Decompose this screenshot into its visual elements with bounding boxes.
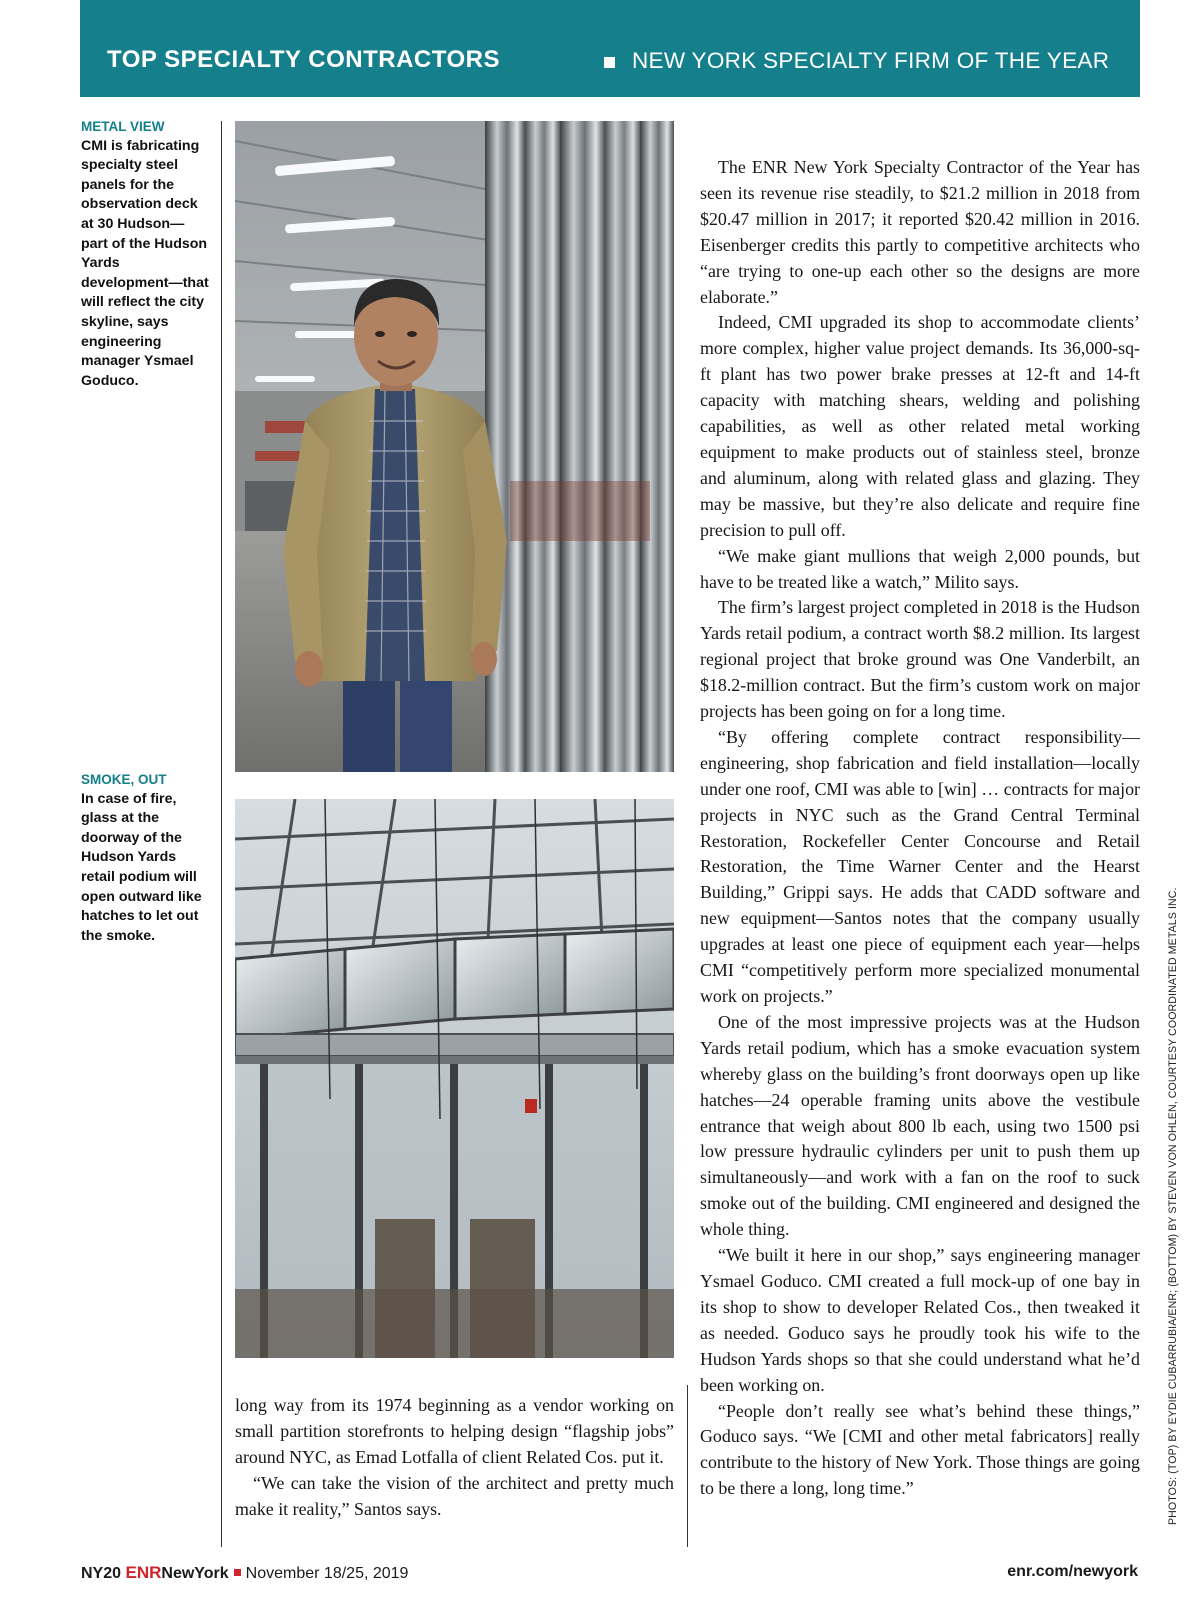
caption-smoke-out [81, 770, 211, 946]
column-rule [221, 121, 222, 1547]
enr-logo: ENR [125, 1563, 162, 1582]
photo-credit: PHOTOS: (TOP) BY EYDIE CUBARRUBIA/ENR; (BOTTOM) BY STEVEN VON OHLEN, COURTESY COORDINATED METALS INC. [1167, 887, 1179, 1525]
separator-square-icon [234, 1569, 241, 1576]
section-subtitle: NEW YORK SPECIALTY FIRM OF THE YEAR [632, 48, 1110, 73]
caption-title: SMOKE, OUT [81, 772, 167, 787]
article-paragraph: “We can take the vision of the architect and pretty much make it reality,” Santos says. [235, 1472, 674, 1519]
column-rule [687, 1385, 688, 1547]
caption-text: In case of fire, glass at the doorway of the Hudson Yards retail podium will open outward like hatches to let out the smoke. [81, 790, 202, 944]
article-paragraph: “We built it here in our shop,” says engineering manager Ysmael Goduco. CMI created a full mock-up of one bay in its shop to show to developer Related Cos., then tweaked it as needed. Goduco says he proudly took his wife to the Hudson Yards shops so that she could understand what he’d been working on. [700, 1245, 1140, 1395]
photo-worker-in-shop [235, 121, 674, 772]
article-column-left [235, 1393, 674, 1523]
article-paragraph: “By offering complete contract responsibility—engineering, shop fabrication and field installation—locally under one roof, CMI was able to [win] … contracts for major projects in NYC such as the Grand Central Terminal Restoration, Rockefeller Center Concourse and Retail Restoration, the Time Warner Center and the Hearst Building,” Grippi says. He adds that CADD software and new equipment—Santos notes that the company usually upgrades at least one piece of equipment each year—helps CMI “competitively perform more specialized monumental work on projects.” [700, 726, 1140, 1006]
article-paragraph: Indeed, CMI upgraded its shop to accommodate clients’ more complex, higher value project demands. Its 36,000-sq-ft plant has two power brake presses at 12-ft and 14-ft capacity with matching shears, welding and polishing capabilities, as well as other related metal working equipment to make products out of stainless steel, bronze and aluminum, along with related glass and glazing. They may be massive, but they’re also delicate and require fine precision to pull off. [700, 312, 1140, 540]
article-paragraph: The ENR New York Specialty Contractor of the Year has seen its revenue rise steadily, to $21.2 million in 2018 from $20.47 million in 2017; it reported $20.42 million in 2016. Eisenberger credits this partly to competitive architects who “are trying to one-up each other so the designs are more elaborate.” [700, 157, 1140, 307]
page-number: NY20 [81, 1565, 122, 1582]
article-column-right [700, 155, 1140, 1502]
article-paragraph: long way from its 1974 beginning as a vendor working on small partition storefronts to helping design “flagship jobs” around NYC, as Emad Lotfalla of client Related Cos. put it. [235, 1395, 674, 1467]
article-paragraph: One of the most impressive projects was at the Hudson Yards retail podium, which has a smoke evacuation system whereby glass on the building’s front doorways open up like hatches—24 operable framing units above the vestibule entrance that weigh about 800 lb each, using two 1500 psi low pressure hydraulic cylinders per unit to push them up simultaneously—and work with a fan on the roof to suck smoke out of the building. CMI engineered and designed the whole thing. [700, 1011, 1140, 1240]
publication-name: NewYork [161, 1565, 229, 1582]
article-paragraph: “People don’t really see what’s behind these things,” Goduco says. “We [CMI and other metal fabricators] really contribute to the history of New York. Those things are going to be there a long, long time.” [700, 1400, 1140, 1499]
caption-title: METAL VIEW [81, 119, 165, 134]
caption-text: CMI is fabricating specialty steel panels for the observation deck at 30 Hudson—part of the Hudson Yards development—that will reflect the city skyline, says engineering manager Ysmael Goduco. [81, 137, 209, 389]
caption-metal-view [81, 117, 211, 391]
entrance-photo-illustration [235, 799, 674, 1358]
photo-glass-entrance [235, 799, 674, 1358]
article-paragraph: “We make giant mullions that weigh 2,000 pounds, but have to be treated like a watch,” Milito says. [700, 545, 1140, 592]
issue-date: November 18/25, 2019 [245, 1565, 409, 1582]
article-paragraph: The firm’s largest project completed in 2018 is the Hudson Yards retail podium, a contract worth $8.2 million. Its largest regional project that broke ground was One Vanderbilt, an $18.2-million contract. But the firm’s custom work on major projects has been going on for a long time. [700, 597, 1140, 722]
footer-folio [81, 1563, 408, 1583]
section-header [80, 0, 1140, 97]
footer-url[interactable]: enr.com/newyork [1007, 1563, 1138, 1580]
section-title: TOP SPECIALTY CONTRACTORS [107, 46, 500, 73]
separator-square-icon [604, 57, 615, 68]
shop-photo-illustration [235, 121, 674, 772]
